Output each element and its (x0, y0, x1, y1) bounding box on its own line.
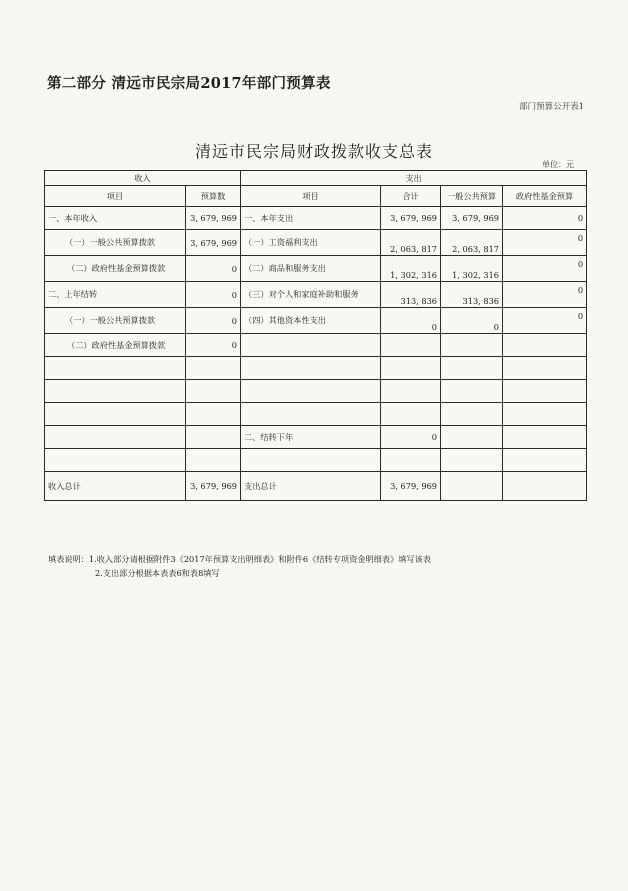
expense-fund: 0 (503, 256, 587, 282)
income-total: 3, 679, 969 (186, 472, 241, 501)
empty-cell (503, 403, 587, 426)
table-row (45, 282, 587, 308)
empty-cell (381, 357, 441, 380)
empty-cell (441, 449, 503, 472)
empty-cell (503, 357, 587, 380)
table-row (45, 334, 587, 357)
table-row (45, 308, 587, 334)
expense-item: （一）工资福利支出 (241, 230, 381, 256)
empty-row (45, 403, 587, 426)
expense-fund: 0 (503, 308, 587, 334)
empty-cell (241, 380, 381, 403)
empty-cell (503, 334, 587, 357)
income-item: 一、本年收入 (45, 207, 186, 230)
total-row (45, 472, 587, 501)
empty-cell (381, 380, 441, 403)
empty-cell (241, 449, 381, 472)
empty-cell (381, 334, 441, 357)
empty-cell (441, 357, 503, 380)
table-row (45, 207, 587, 230)
expense-total: 0 (381, 308, 441, 334)
expense-general: 313, 836 (441, 282, 503, 308)
empty-cell (381, 449, 441, 472)
table-row (45, 230, 587, 256)
note-line-1: 填表说明：1.收入部分请根据附件3《2017年预算支出明细表》和附件6《结转专项资金明细表》填写该表 (48, 554, 431, 564)
expense-item: （二）商品和服务支出 (241, 256, 381, 282)
empty-cell (503, 449, 587, 472)
income-item: （二）政府性基金预算拨款 (45, 334, 186, 357)
col-expense-general: 一般公共预算 (441, 186, 503, 207)
empty-row (45, 357, 587, 380)
empty-cell (45, 380, 186, 403)
expense-total: 3, 679, 969 (381, 207, 441, 230)
expense-total-sum: 3, 679, 969 (381, 472, 441, 501)
form-code: 部门预算公开表1 (519, 102, 584, 112)
empty-cell (186, 357, 241, 380)
income-item: 二、上年结转 (45, 282, 186, 308)
income-header: 收入 (45, 171, 241, 186)
table-subheader-row (45, 186, 587, 207)
empty-cell (241, 403, 381, 426)
empty-cell (441, 472, 503, 501)
empty-cell (503, 472, 587, 501)
expense-total: 2, 063, 817 (381, 230, 441, 256)
document-title: 清远市民宗局财政拨款收支总表 (194, 142, 433, 161)
expense-general: 1, 302, 316 (441, 256, 503, 282)
expense-total: 313, 836 (381, 282, 441, 308)
part-title: 第二部分 清远市民宗局2017年部门预算表 (47, 75, 331, 92)
empty-row (45, 449, 587, 472)
expense-header: 支出 (241, 171, 587, 186)
carryover-label: 二、结转下年 (241, 426, 381, 449)
empty-cell (241, 334, 381, 357)
expense-total-label: 支出总计 (241, 472, 381, 501)
income-item: （一）一般公共预算拨款 (45, 230, 186, 256)
empty-cell (186, 403, 241, 426)
expense-item: （四）其他资本性支出 (241, 308, 381, 334)
income-item: （二）政府性基金预算拨款 (45, 256, 186, 282)
empty-row (45, 380, 587, 403)
empty-cell (45, 449, 186, 472)
empty-cell (503, 426, 587, 449)
expense-fund: 0 (503, 207, 587, 230)
expense-total: 1, 302, 316 (381, 256, 441, 282)
expense-item: （三）对个人和家庭补助和服务 (241, 282, 381, 308)
empty-cell (186, 426, 241, 449)
col-income-budget: 预算数 (186, 186, 241, 207)
expense-fund: 0 (503, 230, 587, 256)
footnotes (48, 552, 431, 580)
expense-fund: 0 (503, 282, 587, 308)
expense-general: 3, 679, 969 (441, 207, 503, 230)
empty-cell (441, 426, 503, 449)
expense-general: 0 (441, 308, 503, 334)
table-row (45, 256, 587, 282)
budget-summary-table (44, 170, 587, 501)
income-amount: 0 (186, 334, 241, 357)
empty-cell (441, 380, 503, 403)
col-expense-fund: 政府性基金预算 (503, 186, 587, 207)
income-total-label: 收入总计 (45, 472, 186, 501)
empty-cell (45, 403, 186, 426)
income-amount: 3, 679, 969 (186, 230, 241, 256)
unit-label: 单位：元 (542, 160, 574, 169)
empty-cell (186, 380, 241, 403)
table-header-row (45, 171, 587, 186)
empty-cell (186, 449, 241, 472)
col-expense-item: 项目 (241, 186, 381, 207)
income-amount: 3, 679, 969 (186, 207, 241, 230)
income-amount: 0 (186, 308, 241, 334)
empty-cell (241, 357, 381, 380)
empty-cell (503, 380, 587, 403)
note-line-2: 2.支出部分根据本表表6和表8填写 (95, 568, 220, 578)
income-item: （一）一般公共预算拨款 (45, 308, 186, 334)
col-expense-total: 合计 (381, 186, 441, 207)
expense-general: 2, 063, 817 (441, 230, 503, 256)
expense-item: 一、本年支出 (241, 207, 381, 230)
carryover-row (45, 426, 587, 449)
col-income-item: 项目 (45, 186, 186, 207)
empty-cell (381, 403, 441, 426)
empty-cell (441, 334, 503, 357)
empty-cell (45, 357, 186, 380)
carryover-value: 0 (381, 426, 441, 449)
empty-cell (45, 426, 186, 449)
income-amount: 0 (186, 256, 241, 282)
income-amount: 0 (186, 282, 241, 308)
empty-cell (441, 403, 503, 426)
